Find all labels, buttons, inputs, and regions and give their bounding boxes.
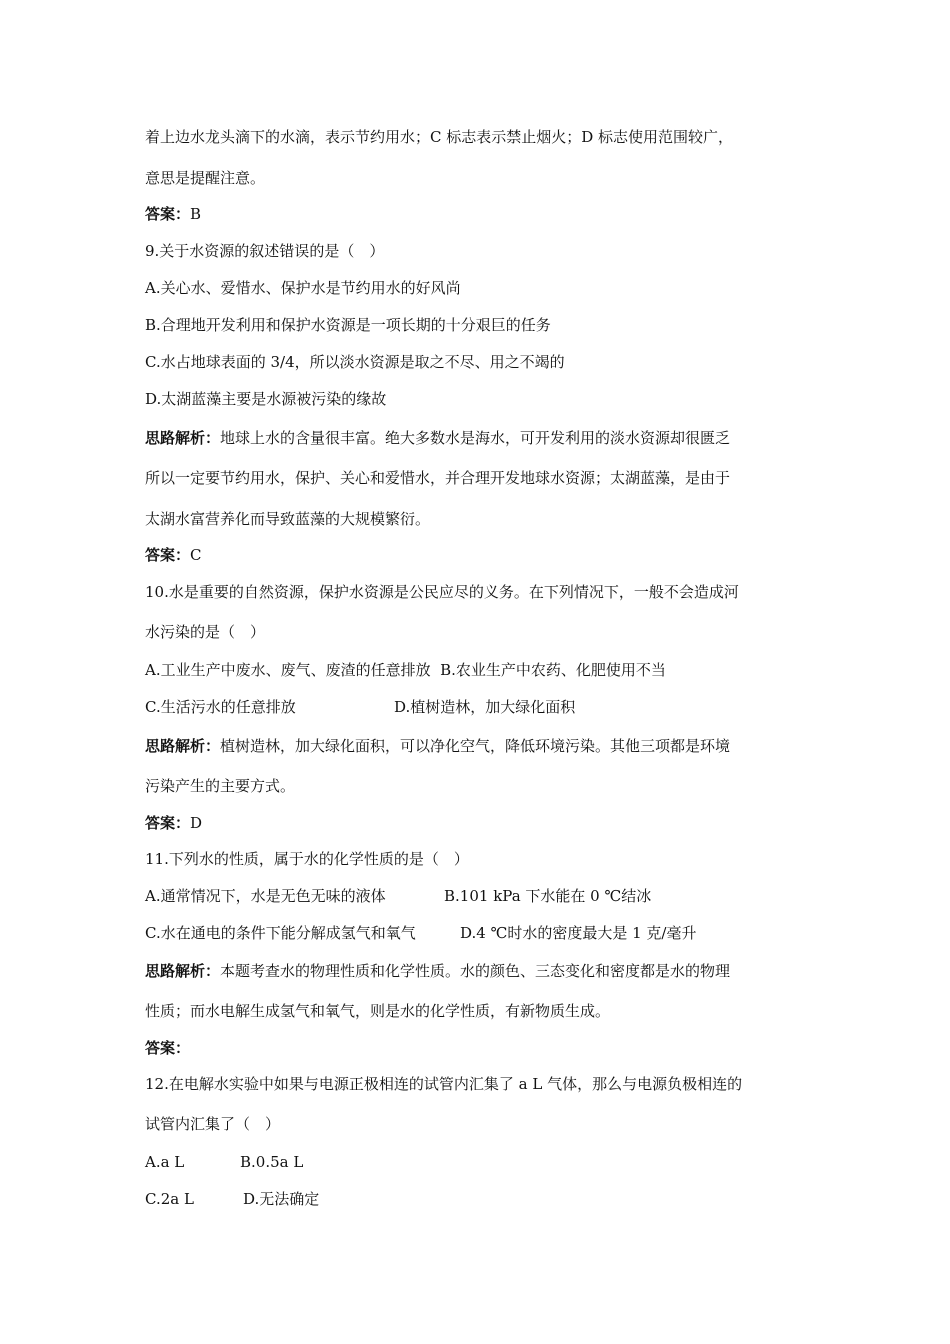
q11-option-a: A.通常情况下，水是无色无味的液体 — [145, 887, 386, 905]
q9-analysis-line-3: 太湖水富营养化而导致蓝藻的大规模繁衍。 — [145, 510, 431, 528]
answer-label: 答案： — [145, 546, 191, 564]
q12-option-b: B.0.5a L — [240, 1153, 304, 1171]
q12-option-c: C.2a L — [145, 1190, 194, 1208]
analysis-label: 思路解析： — [145, 737, 221, 755]
q10-option-c: C.生活污水的任意排放 — [145, 698, 296, 716]
q10-stem-line-2: 水污染的是（ ） — [145, 623, 266, 641]
q12-option-d: D.无法确定 — [243, 1190, 320, 1208]
answer-label: 答案： — [145, 205, 191, 223]
q9-option-a: A.关心水、爱惜水、保护水是节约用水的好风尚 — [145, 279, 461, 297]
q10-answer — [145, 813, 202, 833]
analysis-label: 思路解析： — [145, 429, 221, 447]
answer-value: D — [190, 814, 203, 832]
q9-option-d: D.太湖蓝藻主要是水源被污染的缘故 — [145, 390, 387, 408]
prev-analysis-line-1: 着上边水龙头滴下的水滴，表示节约用水；C 标志表示禁止烟火；D 标志使用范围较广， — [145, 128, 734, 146]
q8-answer — [145, 204, 201, 224]
q12-stem-line-1: 12.在电解水实验中如果与电源正极相连的试管内汇集了 a L 气体，那么与电源负极相连的 — [145, 1075, 743, 1093]
q9-analysis-line-2: 所以一定要节约用水，保护、关心和爱惜水，并合理开发地球水资源；太湖蓝藻，是由于 — [145, 469, 731, 487]
q9-stem: 9.关于水资源的叙述错误的是（ ） — [145, 242, 385, 260]
q11-answer — [145, 1038, 190, 1058]
answer-value: B — [190, 205, 202, 223]
answer-label: 答案： — [145, 814, 191, 832]
q9-option-c: C.水占地球表面的 3/4，所以淡水资源是取之不尽、用之不竭的 — [145, 353, 565, 371]
q11-analysis-line-2: 性质；而水电解生成氢气和氧气，则是水的化学性质，有新物质生成。 — [145, 1002, 611, 1020]
q9-answer — [145, 545, 202, 565]
q10-option-d: D.植树造林，加大绿化面积 — [394, 698, 576, 716]
q10-stem-line-1: 10.水是重要的自然资源，保护水资源是公民应尽的义务。在下列情况下，一般不会造成河 — [145, 583, 739, 601]
q11-option-b: B.101 kPa 下水能在 0 ℃结冰 — [444, 887, 652, 905]
q12-stem-line-2: 试管内汇集了（ ） — [145, 1115, 281, 1133]
prev-analysis-line-2: 意思是提醒注意。 — [145, 169, 266, 187]
q10-analysis-line-2: 污染产生的主要方式。 — [145, 777, 296, 795]
q9-analysis-line-1: 思路解析：地球上水的含量很丰富。绝大多数水是海水，可开发利用的淡水资源却很匮乏 — [145, 429, 731, 447]
q11-stem: 11.下列水的性质，属于水的化学性质的是（ ） — [145, 850, 469, 868]
q11-option-c: C.水在通电的条件下能分解成氢气和氧气 — [145, 924, 416, 942]
q12-option-a: A.a L — [145, 1153, 185, 1171]
q10-analysis-line-1: 思路解析：植树造林，加大绿化面积，可以净化空气，降低环境污染。其他三项都是环境 — [145, 737, 731, 755]
answer-label: 答案： — [145, 1039, 191, 1057]
q11-analysis-line-1: 思路解析：本题考查水的物理性质和化学性质。水的颜色、三态变化和密度都是水的物理 — [145, 962, 731, 980]
q10-options-ab: A.工业生产中废水、废气、废渣的任意排放 B.农业生产中农药、化肥使用不当 — [145, 661, 666, 679]
q9-option-b: B.合理地开发利用和保护水资源是一项长期的十分艰巨的任务 — [145, 316, 551, 334]
analysis-label: 思路解析： — [145, 962, 221, 980]
q11-option-d: D.4 ℃时水的密度最大是 1 克/毫升 — [460, 924, 697, 942]
answer-value: C — [190, 546, 202, 564]
